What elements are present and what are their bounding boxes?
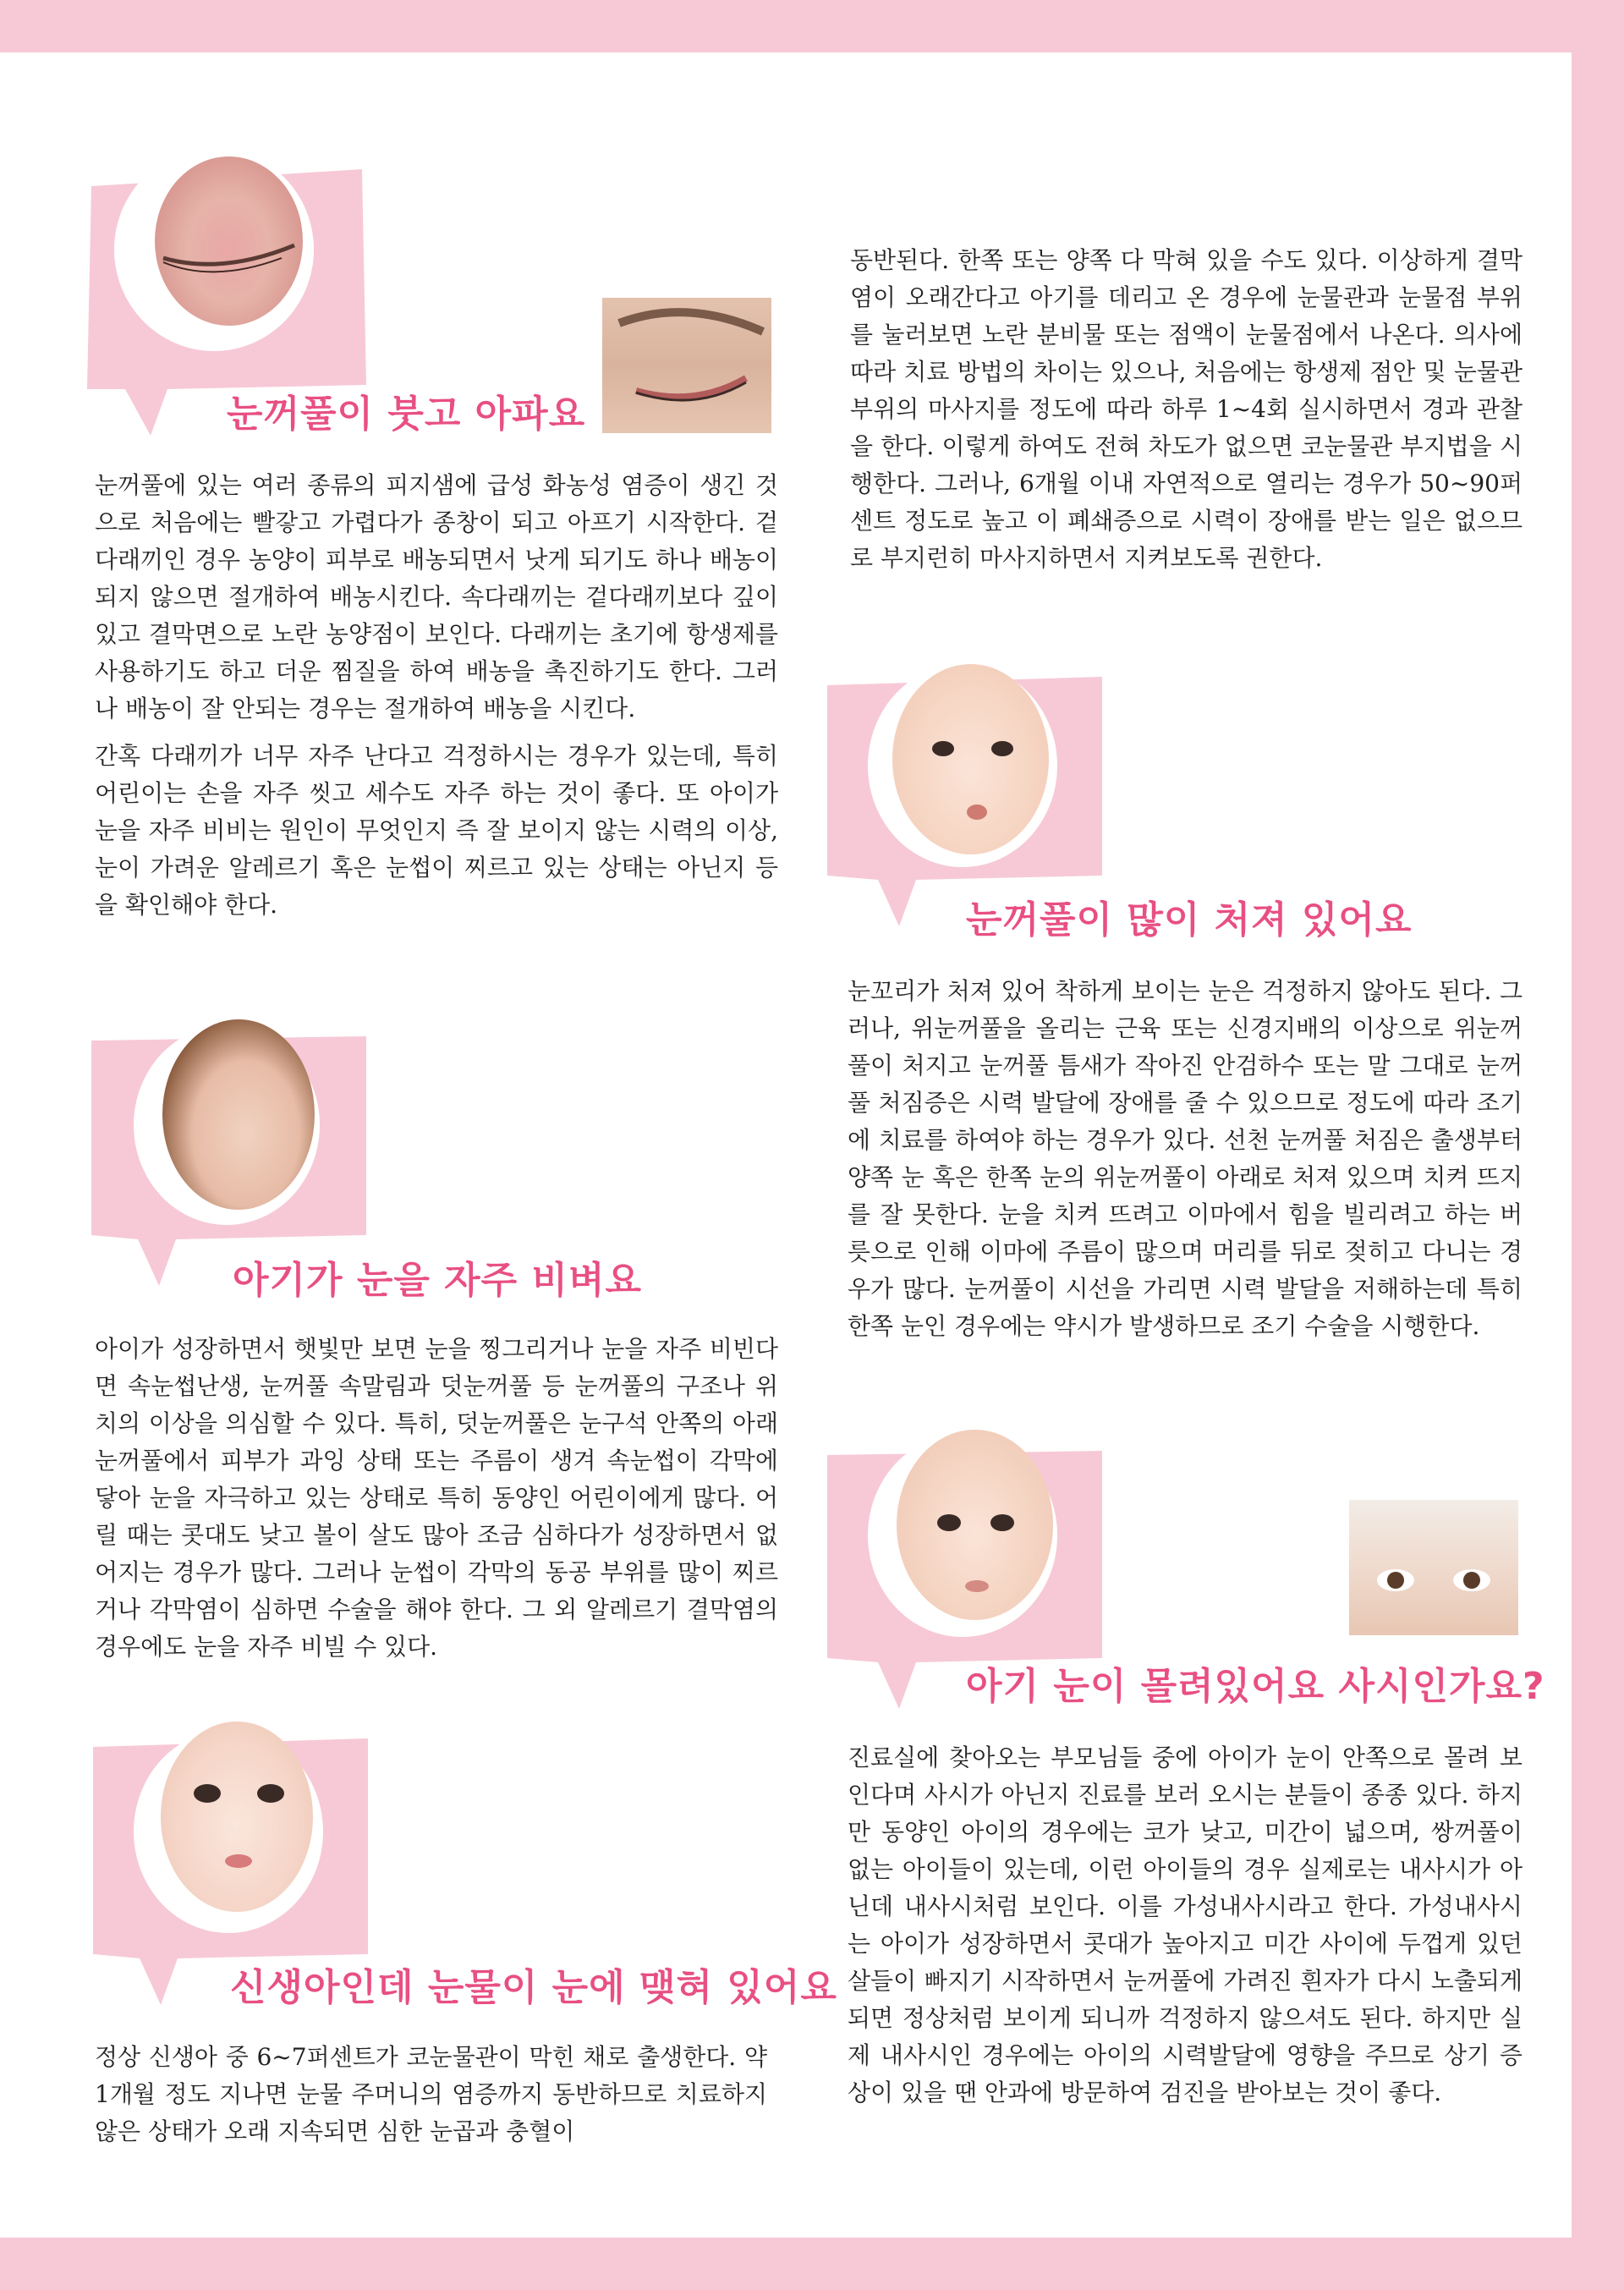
baby-drooping-eyelid-photo [892, 664, 1049, 854]
child-eyes-photo [1349, 1500, 1518, 1635]
paragraph: 아이가 성장하면서 햇빛만 보면 눈을 찡그리거나 눈을 자주 비빈다면 속눈썹난생, 눈꺼풀 속말림과 덧눈꺼풀 등 눈꺼풀의 구조나 위치의 이상을 의심할 수 있다. 특히, 덧눈꺼풀은 눈구석 안쪽의 아래 눈꺼풀에서 피부가 과잉 상태 또는 주름이 생겨 속눈썹이 각막에 닿아 눈을 자극하고 있는 상태로 특히 동양인 어린이에게 많다. 어릴 때는 콧대도 낮고 볼이 살도 많아 조금 심하다가 성장하면서 없어지는 경우가 많다. 그러나 눈썹이 각막의 동공 부위를 많이 찌르거나 각막염이 심하면 수술을 해야 한다. 그 외 알레르기 결막염의 경우에도 눈을 자주 비빌 수 있다. [95, 1335, 778, 1661]
paragraph: 진료실에 찾아오는 부모님들 중에 아이가 눈이 안쪽으로 몰려 보인다며 사시가 아닌지 진료를 보러 오시는 분들이 종종 있다. 하지만 동양인 아이의 경우에는 코가 낮고, 미간이 넓으며, 쌍꺼풀이 없는 아이들이 있는데, 이런 아이들의 경우 실제로는 내사시가 아닌데 내사시처럼 보인다. 이를 가성내사시라고 한다. 가성내사시는 아이가 성장하면서 콧대가 높아지고 미간 사이에 두껍게 있던 살들이 빠지기 시작하면서 눈꺼풀에 가려진 흰자가 다시 노출되게 되면 정상처럼 보이게 되니까 걱정하지 않으셔도 된다. 하지만 실제 내사시인 경우에는 아이의 시력발달에 영향을 주므로 상기 증상이 있을 땐 안과에 방문하여 검진을 받아보는 것이 좋다. [848, 1744, 1522, 2106]
paragraph: 정상 신생아 중 6~7퍼센트가 코눈물관이 막힌 채로 출생한다. 약 1개월 정도 지나면 눈물 주머니의 염증까지 동반하므로 치료하지 않은 상태가 오래 지속되면 심한 눈곱과 충혈이 [95, 2043, 767, 2145]
section-title-swollen-eyelid: 눈꺼풀이 붓고 아파요 [227, 393, 586, 436]
newborn-face-photo [161, 1722, 313, 1912]
paragraph: 눈꼬리가 처져 있어 착하게 보이는 눈은 걱정하지 않아도 된다. 그러나, 위눈꺼풀을 올리는 근육 또는 신경지배의 이상으로 위눈꺼풀이 처지고 눈꺼풀 틈새가 작아진 안검하수 또는 말 그대로 눈꺼풀 처짐증은 시력 발달에 장애를 줄 수 있으므로 정도에 따라 조기에 치료를 하여야 하는 경우가 있다. 선천 눈꺼풀 처짐은 출생부터 양쪽 눈 혹은 한쪽 눈의 위눈꺼풀이 아래로 처져 있으며 치켜 뜨지를 잘 못한다. 눈을 치켜 뜨려고 이마에서 힘을 빌리려고 하는 버릇으로 인해 이마에 주름이 많으며 머리를 뒤로 젖히고 다니는 경우가 많다. 눈꺼풀이 시선을 가리면 시력 발달을 저해하는데 특히 한쪽 눈인 경우에는 약시가 발생하므로 조기 수술을 시행한다. [848, 977, 1522, 1340]
swollen-eye-photo [602, 298, 771, 433]
baby-crossed-eyes-photo [897, 1430, 1053, 1620]
paragraph: 동반된다. 한쪽 또는 양쪽 다 막혀 있을 수도 있다. 이상하게 결막염이 오래간다고 아기를 데리고 온 경우에 눈물관과 눈물점 부위를 눌러보면 노란 분비물 또는 점액이 눈물점에서 나온다. 의사에 따라 치료 방법의 차이는 있으나, 처음에는 항생제 점안 및 눈물관 부위의 마사지를 정도에 따라 하루 1~4회 실시하면서 경과 관찰을 한다. 이렇게 하여도 전혀 차도가 없으면 코눈물관 부지법을 시행한다. 그러나, 6개월 이내 자연적으로 열리는 경우가 50~90퍼센트 정도로 높고 이 폐쇄증으로 시력이 장애를 받는 일은 없으므로 부지런히 마사지하면서 지켜보도록 권한다. [850, 246, 1522, 572]
paragraph: 간혹 다래끼가 너무 자주 난다고 걱정하시는 경우가 있는데, 특히 어린이는 손을 자주 씻고 세수도 자주 하는 것이 좋다. 또 아이가 눈을 자주 비비는 원인이 무엇인지 즉 잘 보이지 않는 시력의 이상, 눈이 가려운 알레르기 혹은 눈썹이 찌르고 있는 상태는 아닌지 등을 확인해야 한다. [95, 742, 778, 919]
section-title-teary-newborn: 신생아인데 눈물이 눈에 맺혀 있어요 [230, 1966, 837, 2009]
section-body-teary-newborn-part2 [850, 242, 1522, 587]
section-title-drooping-eyelid: 눈꺼풀이 많이 처져 있어요 [966, 898, 1413, 942]
paragraph: 눈꺼풀에 있는 여러 종류의 피지샘에 급성 화농성 염증이 생긴 것으로 처음에는 빨갛고 가렵다가 종창이 되고 아프기 시작한다. 겉다래끼인 경우 농양이 피부로 배농되면서 낫게 되기도 하나 배농이 되지 않으면 절개하여 배농시킨다. 속다래끼는 겉다래끼보다 깊이 있고 결막면으로 노란 농양점이 보인다. 다래끼는 초기에 항생제를 사용하기도 하고 더운 찜질을 하여 배농을 촉진하기도 한다. 그러나 배농이 잘 안되는 경우는 절개하여 배농을 시킨다. [95, 471, 778, 722]
eyelid-photo [155, 157, 303, 326]
section-body-crossed-eyes [848, 1739, 1522, 2122]
section-body-drooping-eyelid [848, 973, 1522, 1355]
section-body-eye-rubbing [95, 1331, 778, 1676]
section-title-eye-rubbing: 아기가 눈을 자주 비벼요 [233, 1259, 642, 1302]
section-body-swollen-eyelid [95, 467, 778, 934]
section-title-crossed-eyes: 아기 눈이 몰려있어요 사시인가요? [966, 1665, 1545, 1708]
section-body-teary-newborn-part1 [95, 2039, 767, 2161]
baby-rubbing-eye-photo [162, 1019, 315, 1210]
